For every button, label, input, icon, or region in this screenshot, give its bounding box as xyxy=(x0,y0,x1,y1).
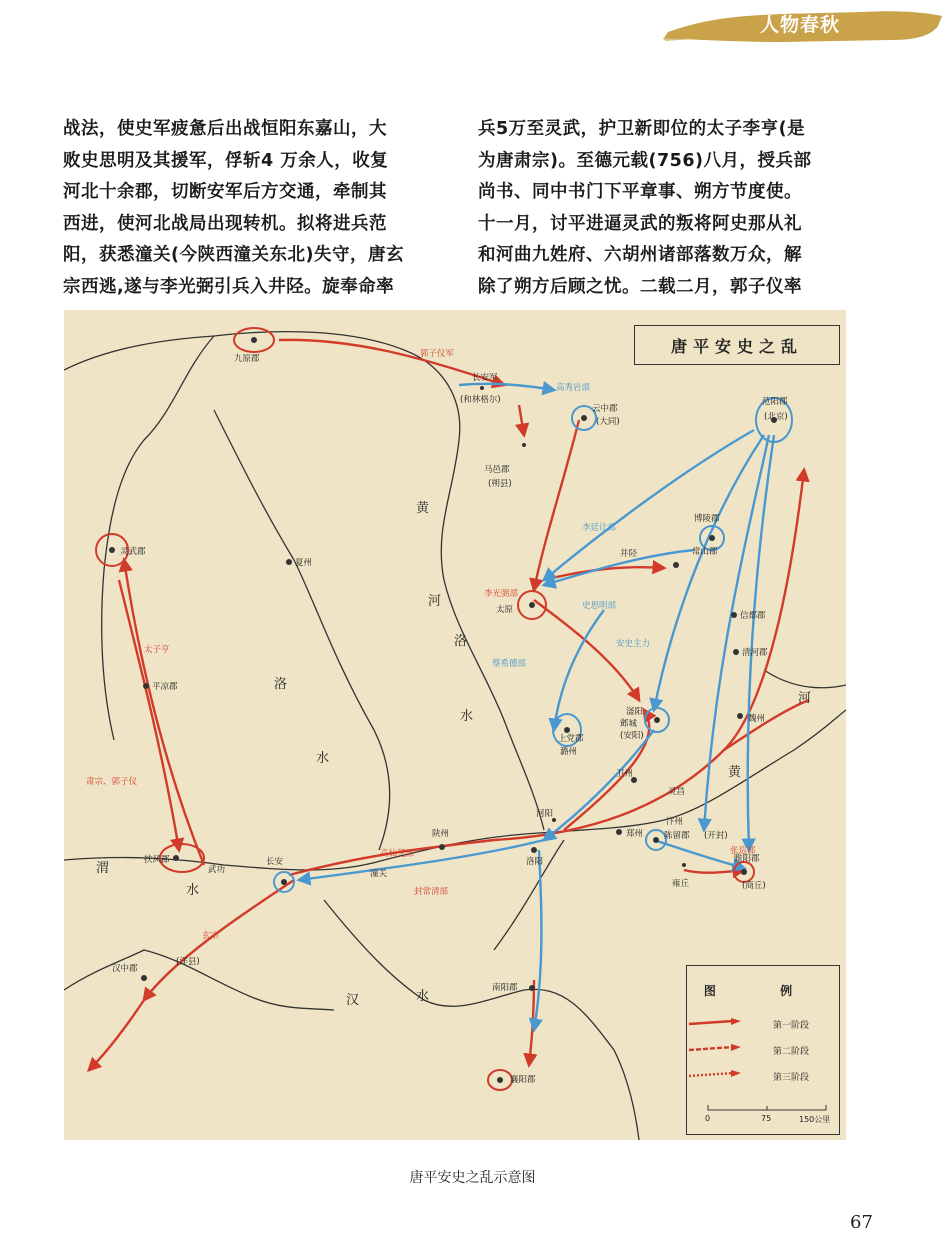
place-label: (安阳) xyxy=(620,731,644,741)
place-label: (大同) xyxy=(596,417,620,427)
section-label: 人物春秋 xyxy=(759,14,840,36)
place-label: 上党郡 xyxy=(558,734,584,744)
place-label: (商丘) xyxy=(742,881,766,891)
place-label: 长安 xyxy=(266,857,284,867)
place-label: 陈留郡 xyxy=(664,831,690,841)
river-label: 河 xyxy=(428,594,442,609)
rebel-city-rings xyxy=(274,395,792,892)
place-label: 雍丘 xyxy=(672,879,690,889)
historical-map xyxy=(64,310,846,1140)
place-label: 扶风郡 xyxy=(144,855,170,865)
city-dots xyxy=(109,337,777,1083)
place-label: 太原 xyxy=(496,605,514,615)
place-label: 长安军 xyxy=(472,373,498,383)
place-label: 平凉郡 xyxy=(152,682,178,692)
place-label: 马邑郡 xyxy=(484,465,510,475)
legend-title: 图 例 xyxy=(703,984,823,998)
army-label: 肃宗、郭子仪 xyxy=(86,777,138,787)
place-label: (北京) xyxy=(764,412,788,422)
river-label: 水 xyxy=(416,989,430,1004)
scale-label: 75 xyxy=(761,1114,772,1123)
army-label: 封常清部 xyxy=(414,887,449,897)
text-line: 兵5万至灵武，护卫新即位的太子李亨(是 xyxy=(478,119,806,139)
army-label: 张巡部 xyxy=(730,846,756,856)
article-right-column xyxy=(478,114,863,303)
river-label: 河 xyxy=(798,691,812,706)
text-line: 河北十余郡，切断安军后方交通，牵制其 xyxy=(63,182,387,202)
place-label: 睢阳郡 xyxy=(734,854,760,864)
army-label: 蔡希德部 xyxy=(492,659,527,669)
article-left-column xyxy=(63,114,448,303)
legend-arrow-icon xyxy=(687,1070,741,1078)
place-label: (和林格尔) xyxy=(460,395,501,405)
army-label: 安史主力 xyxy=(616,639,651,649)
place-label: 汉中郡 xyxy=(112,964,138,974)
map-title: 唐平安史之乱 xyxy=(634,325,840,365)
army-label: 郭子仪军 xyxy=(420,349,455,359)
place-label: 潞州 xyxy=(560,747,578,757)
army-label: 太子亨 xyxy=(144,645,170,655)
legend-arrow-icon xyxy=(687,1044,741,1052)
place-label: 信都郡 xyxy=(740,611,766,621)
text-line: 十一月，讨平进逼灵武的叛将阿史那从礼 xyxy=(478,213,802,234)
place-label: 南阳郡 xyxy=(492,983,518,993)
place-label: 武功 xyxy=(208,865,226,875)
place-label: 滏阳 xyxy=(626,707,644,717)
river-label: 水 xyxy=(316,751,330,766)
scale-label: 0 xyxy=(705,1114,711,1123)
text-line: 西进，使河北战局出现转机。拟将进兵范 xyxy=(63,213,387,234)
place-label: 汴州 xyxy=(666,817,684,827)
army-label: 高仙芝部 xyxy=(380,849,415,859)
army-label: 高秀岩部 xyxy=(556,383,591,393)
place-label: 博陵郡 xyxy=(694,514,720,524)
army-label: 李廷让部 xyxy=(582,523,617,533)
place-label: 魏州 xyxy=(748,714,766,724)
legend-item: 第三阶段 xyxy=(773,1073,810,1083)
river-label: 黄 xyxy=(416,501,430,516)
text-line: 战法，使史军疲惫后出战恒阳东嘉山，大 xyxy=(63,119,387,139)
text-line: 尚书、同中书门下平章事、朔方节度使。 xyxy=(478,182,802,202)
river-label: 黄 xyxy=(728,765,742,780)
army-label: 李光弼部 xyxy=(484,589,519,599)
figure-caption: 唐平安史之乱示意图 xyxy=(409,1170,536,1186)
scale-label: 150公里 xyxy=(799,1115,831,1124)
river-label: 水 xyxy=(460,709,474,724)
place-label: 襄阳郡 xyxy=(510,1075,536,1085)
place-label: 洛阳 xyxy=(526,857,544,867)
place-label: 陕州 xyxy=(432,829,450,839)
map-legend xyxy=(686,965,840,1135)
river-label: 洛 xyxy=(454,634,468,649)
army-label: 史思明部 xyxy=(582,601,617,611)
place-label: 灵武郡 xyxy=(120,547,146,557)
place-label: 郑州 xyxy=(626,829,644,839)
place-label: 灵昌 xyxy=(668,787,686,797)
place-label: 九原郡 xyxy=(234,354,260,364)
place-label: (洋县) xyxy=(176,957,200,967)
text-line: 和河曲九姓府、六胡州诸部落数万众，解 xyxy=(478,245,802,265)
place-label: (朔县) xyxy=(488,479,512,489)
scale-bar xyxy=(707,1104,827,1112)
place-label: 潼关 xyxy=(370,869,388,879)
place-label: 河阳 xyxy=(536,809,554,819)
place-label: (开封) xyxy=(704,831,728,841)
legend-item: 第一阶段 xyxy=(773,1021,810,1031)
place-label: 井陉 xyxy=(620,549,638,559)
army-label: 玄宗 xyxy=(202,931,220,941)
text-line: 为唐肃宗)。至德元载(756)八月，授兵部 xyxy=(478,150,812,171)
river-label: 洛 xyxy=(274,677,288,692)
river-label: 水 xyxy=(186,883,200,898)
place-label: 夏州 xyxy=(295,558,313,568)
river-label: 渭 xyxy=(96,861,110,876)
river-label: 汉 xyxy=(346,993,360,1008)
place-label: 清河郡 xyxy=(742,648,768,658)
rebel-army-routes xyxy=(299,384,774,1030)
text-line: 宗西逃,遂与李光弼引兵入井陉。旋奉命率 xyxy=(63,276,395,297)
legend-arrow-icon xyxy=(687,1018,741,1026)
place-label: 邺城 xyxy=(620,719,638,729)
text-line: 败史思明及其援军，俘斩4 万余人，收复 xyxy=(63,150,389,171)
text-line: 阳，获悉潼关(今陕西潼关东北)失守，唐玄 xyxy=(63,245,404,265)
place-label: 云中郡 xyxy=(592,404,618,414)
page-number: 67 xyxy=(850,1212,873,1233)
place-label: 范阳郡 xyxy=(762,397,788,407)
legend-item: 第二阶段 xyxy=(773,1047,810,1057)
text-line: 除了朔方后顾之忧。二载二月，郭子仪率 xyxy=(478,276,802,297)
place-label: 常山郡 xyxy=(692,547,718,557)
place-label: 卫州 xyxy=(616,769,634,779)
